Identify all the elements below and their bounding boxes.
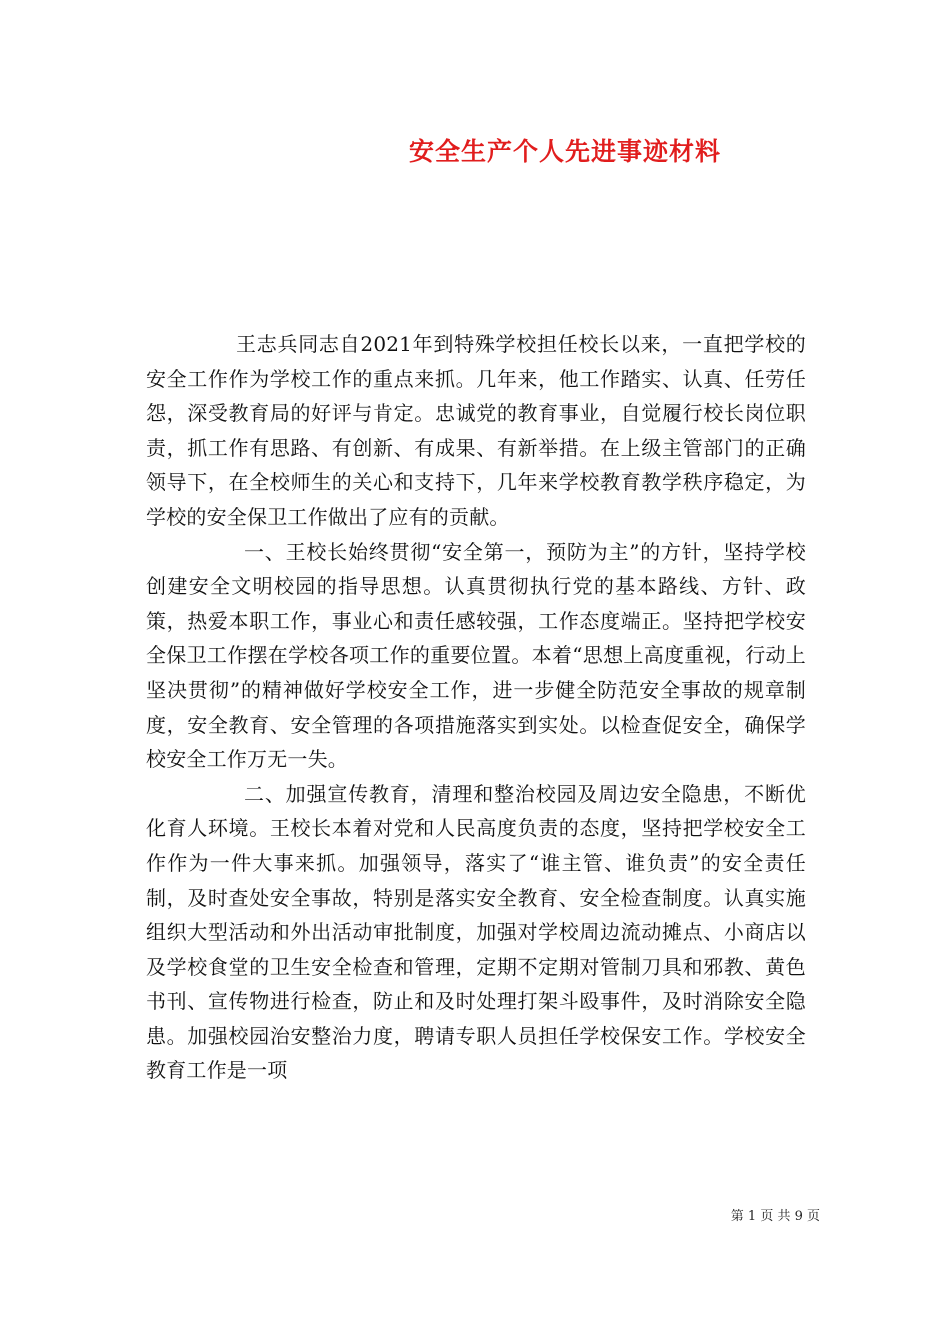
- document-body: [146, 327, 806, 1088]
- paragraph-intro: 王志兵同志自2021年到特殊学校担任校长以来，一直把学校的安全工作作为学校工作的重点来抓。几年来，他工作踏实、认真、任劳任怨，深受教育局的好评与肯定。忠诚党的教育事业，自觉履行校长岗位职责，抓工作有思路、有创新、有成果、有新举措。在上级主管部门的正确领导下，在全校师生的关心和支持下，几年来学校教育教学秩序稳定，为学校的安全保卫工作做出了应有的贡献。: [146, 332, 806, 529]
- page-number: 第 1 页 共 9 页: [730, 1209, 820, 1224]
- paragraph-section-1: 一、王校长始终贯彻“安全第一，预防为主”的方针，坚持学校创建安全文明校园的指导思想。认真贯彻执行党的基本路线、方针、政策，热爱本职工作，事业心和责任感较强，工作态度端正。坚持把学校安全保卫工作摆在学校各项工作的重要位置。本着“思想上高度重视，行动上坚决贯彻”的精神做好学校安全工作，进一步健全防范安全事故的规章制度，安全教育、安全管理的各项措施落实到实处。以检查促安全，确保学校安全工作万无一失。: [146, 539, 806, 772]
- document-title: 安全生产个人先进事迹材料: [408, 137, 721, 166]
- paragraph-section-2: 二、加强宣传教育，清理和整治校园及周边安全隐患，不断优化育人环境。王校长本着对党和人民高度负责的态度，坚持把学校安全工作作为一件大事来抓。加强领导，落实了“谁主管、谁负责”的安全责任制，及时查处安全事故，特别是落实安全教育、安全检查制度。认真实施组织大型活动和外出活动审批制度，加强对学校周边流动摊点、小商店以及学校食堂的卫生安全检查和管理，定期不定期对管制刀具和邪教、黄色书刊、宣传物进行检查，防止和及时处理打架斗殴事件，及时消除安全隐患。加强校园治安整治力度，聘请专职人员担任学校保安工作。学校安全教育工作是一项: [146, 781, 806, 1083]
